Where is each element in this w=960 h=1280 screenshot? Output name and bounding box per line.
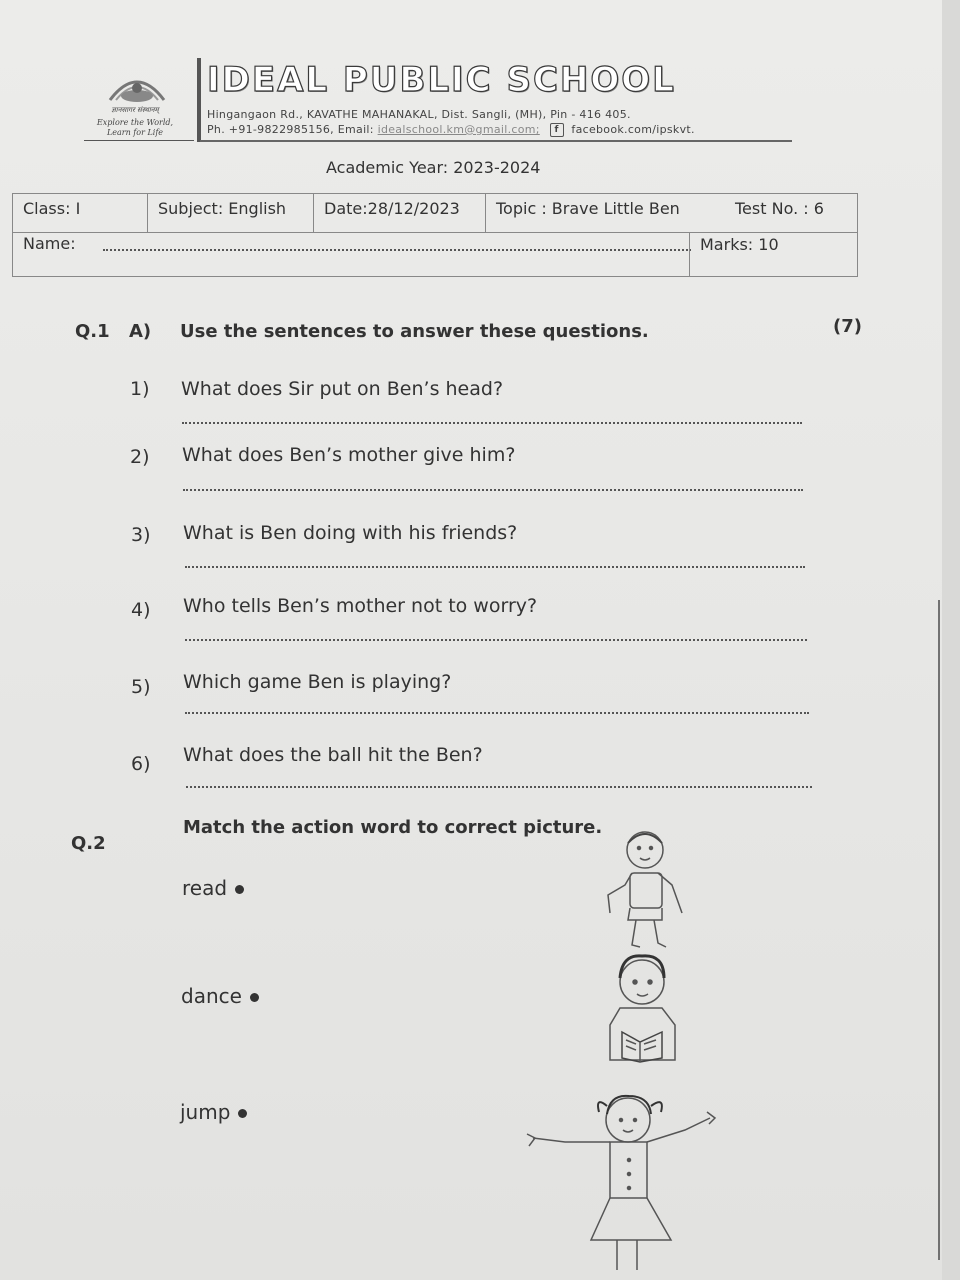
q1-item-question: What does Ben’s mother give him? <box>182 444 516 466</box>
school-phone: Ph. +91-9822985156, Email: <box>207 123 374 136</box>
logo-hindi-text: ज्ञानसागर संस्थानम् <box>111 106 159 114</box>
academic-year: Academic Year: 2023-2024 <box>326 158 541 177</box>
q1-item-number: 4) <box>131 599 151 621</box>
q1-item-question: What is Ben doing with his friends? <box>183 522 518 544</box>
q1-item-question: Who tells Ben’s mother not to worry? <box>183 595 538 617</box>
header-divider <box>197 58 201 142</box>
date-cell: Date:28/12/2023 <box>313 194 485 232</box>
info-row <box>13 194 857 233</box>
logo-underline <box>84 140 194 141</box>
name-label: Name: <box>23 234 76 253</box>
match-word-label: dance <box>181 984 242 1008</box>
q1-item-number: 6) <box>131 753 151 775</box>
q1-answer-line[interactable] <box>185 639 807 641</box>
page-edge <box>938 600 940 1260</box>
q1-answer-line[interactable] <box>185 566 805 568</box>
facebook-icon: f <box>550 123 564 137</box>
test-number-cell: Test No. : 6 <box>735 199 824 218</box>
q1-title: Use the sentences to answer these questions. <box>180 321 649 342</box>
q2-title: Match the action word to correct picture. <box>183 817 603 838</box>
q1-item-number: 5) <box>131 676 151 698</box>
q1-number: Q.1 <box>75 321 110 342</box>
subject-cell: Subject: English <box>147 194 313 232</box>
match-word-jump[interactable] <box>180 1100 247 1124</box>
header-rule <box>200 140 792 142</box>
match-dot[interactable] <box>238 1109 247 1118</box>
marks-cell: Marks: 10 <box>689 232 857 276</box>
q1-score: (7) <box>833 316 862 337</box>
school-logo <box>80 70 190 140</box>
match-word-read[interactable] <box>182 876 244 900</box>
school-facebook: facebook.com/ipskvt. <box>571 123 695 136</box>
q1-item-number: 2) <box>130 446 150 468</box>
match-dot[interactable] <box>250 993 259 1002</box>
match-word-dance[interactable] <box>181 984 259 1008</box>
reading-child-drawing[interactable] <box>600 950 685 1075</box>
name-field[interactable] <box>103 249 691 251</box>
topic-cell: Topic : Brave Little Ben <box>485 194 725 232</box>
q1-item-question: Which game Ben is playing? <box>183 671 452 693</box>
school-name: IDEAL PUBLIC SCHOOL <box>207 60 676 100</box>
logo-tagline-2: Learn for Life <box>106 128 164 137</box>
q1-item-question: What does Sir put on Ben’s head? <box>181 378 504 400</box>
q1-item-question: What does the ball hit the Ben? <box>183 744 483 766</box>
class-cell: Class: I <box>23 199 81 218</box>
match-word-label: read <box>182 876 228 900</box>
match-word-label: jump <box>180 1100 231 1124</box>
q1-item-number: 3) <box>131 524 151 546</box>
q2-number: Q.2 <box>71 833 106 854</box>
logo-tagline-1: Explore the World, <box>96 118 174 127</box>
school-emblem-icon <box>102 70 172 104</box>
school-contact <box>207 123 695 137</box>
jumping-child-drawing[interactable] <box>600 825 695 955</box>
q1-item-number: 1) <box>130 378 150 400</box>
school-email: idealschool.km@gmail.com; <box>377 123 540 136</box>
test-info-table <box>12 193 858 277</box>
q1-answer-line[interactable] <box>185 712 809 714</box>
q1-answer-line[interactable] <box>186 786 812 788</box>
q1-answer-line[interactable] <box>183 489 803 491</box>
match-dot[interactable] <box>235 885 244 894</box>
q1-part: A) <box>129 321 152 342</box>
dancing-girl-drawing[interactable] <box>525 1090 725 1275</box>
school-address: Hingangaon Rd., KAVATHE MAHANAKAL, Dist. Sangli, (MH), Pin - 416 405. <box>207 108 631 121</box>
q1-answer-line[interactable] <box>182 422 802 424</box>
